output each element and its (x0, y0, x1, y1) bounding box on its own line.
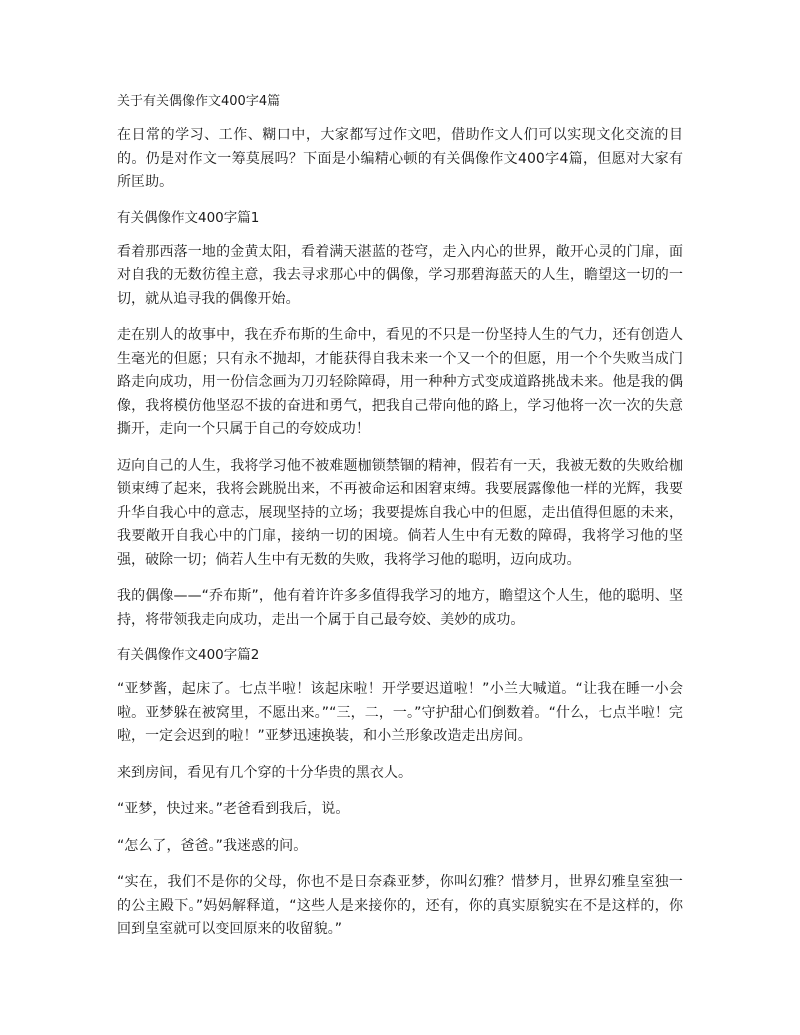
section-2-paragraph-3: “亚梦，快过来。”老爸看到我后，说。 (117, 801, 350, 817)
section-2-paragraph-5: “实在，我们不是你的父母，你也不是日奈森亚梦，你叫幻雅？惜梦月，世界幻雅皇室独一的公主殿下。”妈妈解释道，“这些人是来接你的，还有，你的真实原貌实在不是这样的，你回到皇室就可以变回原来的收留貌。” (117, 874, 683, 937)
intro-paragraph: 在日常的学习、工作、糊口中，大家都写过作文吧，借助作文人们可以实现文化交流的目的。仍是对作文一筹莫展吗？下面是小编精心顿的有关偶像作文400字4篇，但愿对大家有所匡助。 (117, 127, 683, 190)
section-heading-2: 有关偶像作文400字篇2 (117, 647, 260, 663)
section-heading-1: 有关偶像作文400字篇1 (117, 209, 260, 226)
section-1-paragraph-1: 看着那西落一地的金黄太阳，看着满天湛蓝的苍穹，走入内心的世界，敞开心灵的门扉，面对自我的无数彷徨主意，我去寻求那心中的偶像，学习那碧海蓝天的人生，瞻望这一切的一切，就从追寻我的偶像开始。 (117, 243, 683, 307)
document-title: 关于有关偶像作文400字4篇 (117, 94, 281, 109)
section-1-paragraph-4: 我的偶像——“乔布斯”，他有着许许多多值得我学习的地方，瞻望这个人生，他的聪明、坚持，将带领我走向成功，走出一个属于自己最夸姣、美妙的成功。 (117, 588, 683, 628)
section-2-paragraph-4: “怎么了，爸爸。”我迷惑的问。 (117, 837, 308, 854)
section-2-paragraph-1: “亚梦酱，起床了。七点半啦！该起床啦！开学要迟道啦！”小兰大喊道。“让我在睡一小会啦。亚梦躲在被窝里，不愿出来。”“三，二，一。”守护甜心们倒数着。“什么，七点半啦！完啦，一定会迟到的啦！”亚梦迅速换装，和小兰形象改造走出房间。 (117, 681, 683, 744)
document-page (117, 92, 683, 955)
section-1-paragraph-3: 迈向自己的人生，我将学习他不被难题枷锁禁锢的精神，假若有一天，我被无数的失败给枷锁束缚了起来，我将会跳脱出来，不再被命运和困窘束缚。我要展露像他一样的光辉，我要升华自我心中的意志，展现坚持的立场；我要提炼自我心中的但愿，走出值得但愿的未来，我要敞开自我心中的门扉，接纳一切的困境。倘若人生中有无数的障碍，我将学习他的坚强，破除一切；倘若人生中有无数的失败，我将学习他的聪明，迈向成功。 (117, 457, 683, 568)
section-1-paragraph-2: 走在别人的故事中，我在乔布斯的生命中，看见的不只是一份坚持人生的气力，还有创造人生毫光的但愿；只有永不抛却，才能获得自我未来一个又一个的但愿，用一个个失败当成门路走向成功，用一份信念画为刀刃轻除障碍，用一种种方式变成道路挑战未来。他是我的偶像，我将模仿他坚忍不拔的奋进和勇气，把我自己带向他的路上，学习他将一次一次的失意撕开，走向一个只属于自己的夸姣成功！ (117, 327, 683, 437)
section-2-paragraph-2: 来到房间，看见有几个穿的十分华贵的黑衣人。 (117, 764, 413, 781)
